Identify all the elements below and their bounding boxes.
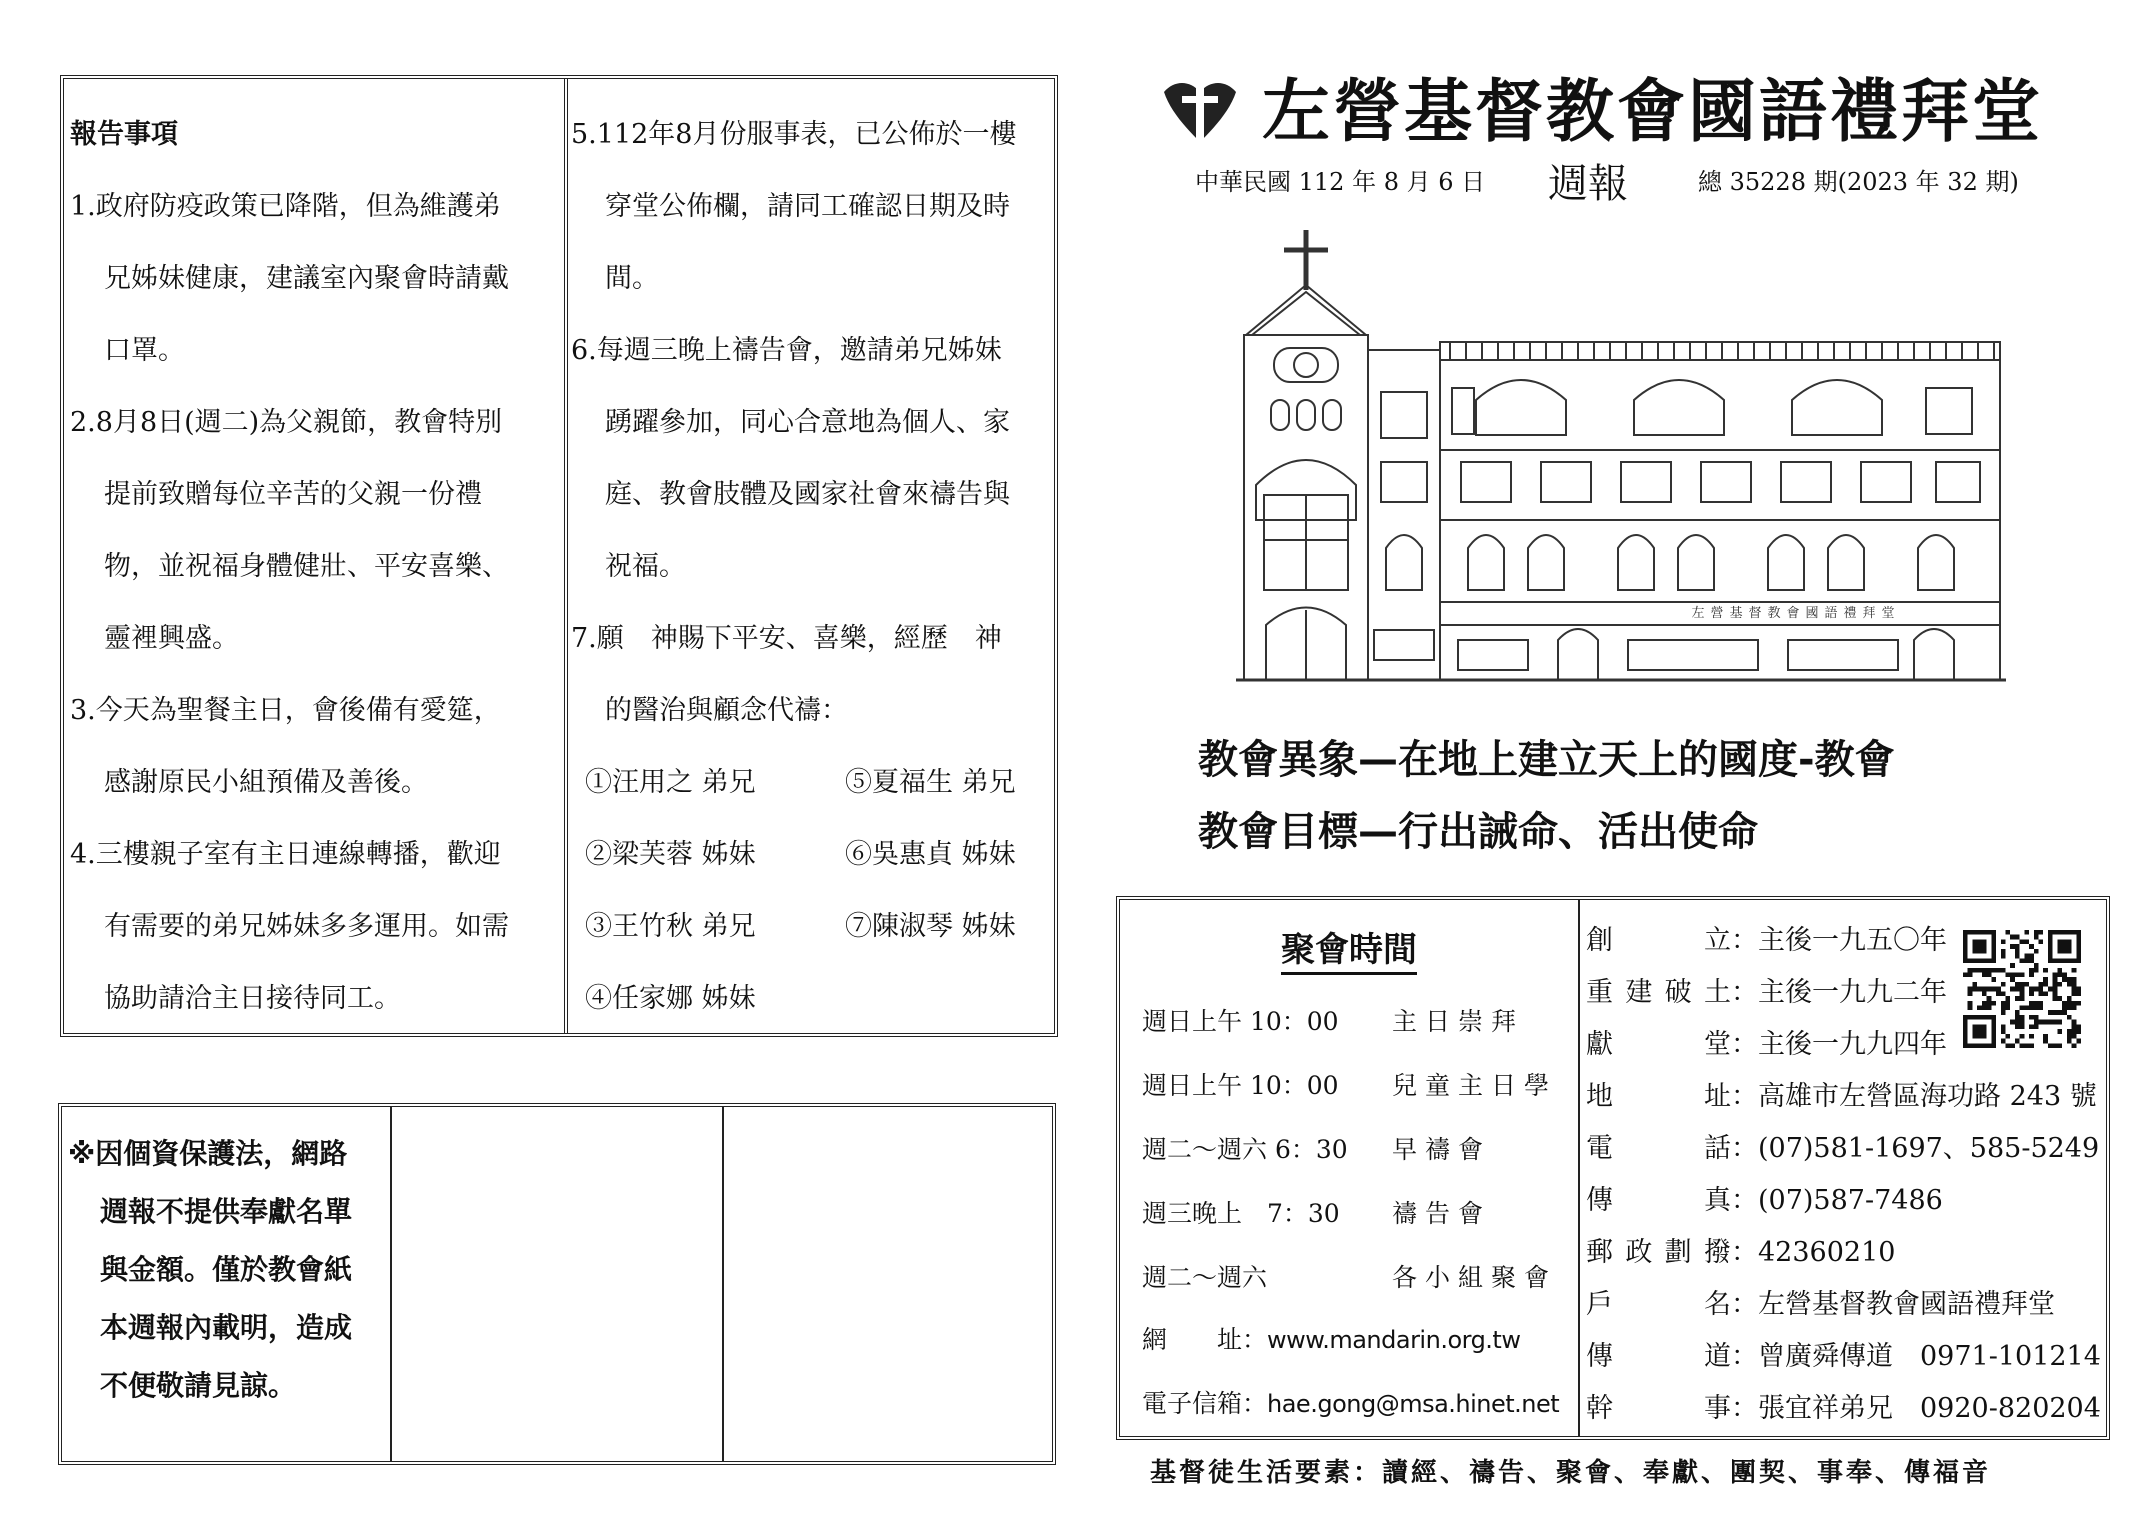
church-fact-row xyxy=(1586,1386,2101,1425)
prayer-name: ⑤夏福生 弟兄 xyxy=(845,767,1016,798)
offering-note-line: 週報不提供奉獻名單 xyxy=(100,1195,353,1228)
prayer-name: ②梁芙蓉 姊妹 xyxy=(585,839,756,870)
offering-note-line: 不便敬請見諒。 xyxy=(100,1369,297,1402)
offering-privacy-note xyxy=(68,1125,388,1415)
announcement-line: 1.政府防疫政策已降階，但為維護弟 xyxy=(70,191,501,222)
announcement-line: 6.每週三晚上禱告會，邀請弟兄姊妹 xyxy=(571,335,1002,366)
announcement-line: 協助請洽主日接待同工。 xyxy=(104,983,401,1014)
prayer-name: ⑦陳淑琴 姊妹 xyxy=(845,911,1016,942)
info-divider xyxy=(1578,900,1580,1436)
announcement-line: 祝福。 xyxy=(605,551,686,582)
fact-value: ：主後一九九四年 xyxy=(1731,1029,1947,1060)
church-building-illustration xyxy=(1236,230,2006,690)
announcement-line: 庭、教會肢體及國家社會來禱告與 xyxy=(605,479,1010,510)
email-link[interactable]: hae.gong@msa.hinet.net xyxy=(1267,1390,1560,1418)
meeting-name: 兒童主日學 xyxy=(1392,1071,1558,1100)
fact-key: 傳道 xyxy=(1586,1341,1731,1372)
christian-life-essentials: 基督徒生活要素：讀經、禱告、聚會、奉獻、團契、事奉、傳福音 xyxy=(1150,1458,1992,1488)
building-sign: 左營基督教會國語禮拜堂 xyxy=(1691,606,1901,621)
church-fact-row xyxy=(1586,918,1947,957)
offering-divider xyxy=(390,1107,392,1461)
prayer-name: ⑥吳惠貞 姊妹 xyxy=(845,839,1016,870)
prayer-name: ①汪用之 弟兄 xyxy=(585,767,756,798)
email-row xyxy=(1142,1384,1559,1420)
prayer-name: ③王竹秋 弟兄 xyxy=(585,911,756,942)
fact-value: ：主後一九五〇年 xyxy=(1731,925,1947,956)
qr-code-icon[interactable] xyxy=(1963,930,2081,1048)
church-goal: 教會目標—行出誡命、活出使命 xyxy=(1198,809,1758,855)
announcement-line: 4.三樓親子室有主日連線轉播，歡迎 xyxy=(70,839,501,870)
fact-value: ：高雄市左營區海功路 243 號 xyxy=(1731,1081,2097,1112)
fact-key: 幹事 xyxy=(1586,1393,1731,1424)
meeting-time: 週日上午 10：00 xyxy=(1142,1071,1339,1100)
meeting-row xyxy=(1142,1002,1524,1038)
meeting-row xyxy=(1142,1258,1557,1294)
fact-key: 重建破土 xyxy=(1586,977,1731,1008)
offering-note-line: ※因個資保護法，網路 xyxy=(68,1137,348,1170)
church-fact-row xyxy=(1586,1282,2055,1321)
offering-divider xyxy=(722,1107,724,1461)
website-row xyxy=(1142,1320,1520,1356)
prayer-name: ④任家娜 姊妹 xyxy=(585,983,756,1014)
announcement-line: 的醫治與顧念代禱： xyxy=(605,695,848,726)
fact-key: 傳真 xyxy=(1586,1185,1731,1216)
meeting-row xyxy=(1142,1194,1491,1230)
announcement-line: 踴躍參加，同心合意地為個人、家 xyxy=(605,407,1010,438)
announcement-line: 5.112年8月份服事表，已公佈於一樓 xyxy=(571,119,1017,150)
fact-value: ：左營基督教會國語禮拜堂 xyxy=(1731,1289,2055,1320)
announcement-line: 兄姊妹健康，建議室內聚會時請戴 xyxy=(104,263,509,294)
bulletin-date: 中華民國 112 年 8 月 6 日 xyxy=(1195,168,1486,196)
announcement-line: 2.8月8日(週二)為父親節，教會特別 xyxy=(70,407,503,438)
offering-box xyxy=(58,1103,1056,1465)
fact-value: ：主後一九九二年 xyxy=(1731,977,1947,1008)
meeting-row xyxy=(1142,1066,1557,1102)
announcement-line: 感謝原民小組預備及善後。 xyxy=(104,767,428,798)
church-name: 左營基督教會國語禮拜堂 xyxy=(1262,72,2044,152)
church-logo-icon xyxy=(1160,70,1240,150)
church-fact-row xyxy=(1586,1022,1947,1061)
meeting-times-title: 聚會時間 xyxy=(1120,922,1578,971)
meeting-time: 週日上午 10：00 xyxy=(1142,1007,1339,1036)
fact-value: ：(07)581-1697、585-5249 xyxy=(1731,1133,2100,1164)
prayer-list-row xyxy=(571,891,1057,963)
column-divider xyxy=(564,79,568,1033)
announcement-line: 物，並祝福身體健壯、平安喜樂、 xyxy=(104,551,509,582)
meeting-time: 週二～週六 xyxy=(1142,1263,1268,1292)
fact-value: ：張宜祥弟兄 0920-820204 xyxy=(1731,1393,2101,1424)
announcements-right-column xyxy=(571,99,1057,1035)
offering-note-line: 與金額。僅於教會紙 xyxy=(100,1253,353,1286)
announcements-left-column xyxy=(70,99,560,1035)
announcement-line: 間。 xyxy=(605,263,659,294)
church-fact-row xyxy=(1586,1074,2097,1113)
meeting-name: 禱告會 xyxy=(1392,1199,1492,1228)
fact-value: ：(07)587-7486 xyxy=(1731,1185,1943,1216)
church-vision: 教會異象—在地上建立天上的國度-教會 xyxy=(1198,737,1895,783)
church-fact-row xyxy=(1586,1230,1895,1269)
meeting-name: 各小組聚會 xyxy=(1392,1263,1558,1292)
announcement-line: 口罩。 xyxy=(104,335,185,366)
announcement-line: 3.今天為聖餐主日，會後備有愛筵， xyxy=(70,695,501,726)
fact-value: ：42360210 xyxy=(1731,1237,1896,1268)
church-fact-row xyxy=(1586,1334,2101,1373)
fact-key: 電話 xyxy=(1586,1133,1731,1164)
meeting-name: 主日崇拜 xyxy=(1392,1007,1525,1036)
announcements-heading: 報告事項 xyxy=(70,119,178,150)
church-fact-row xyxy=(1586,1178,1943,1217)
announcement-line: 有需要的弟兄姊妹多多運用。如需 xyxy=(104,911,509,942)
fact-key: 創立 xyxy=(1586,925,1731,956)
announcement-line: 靈裡興盛。 xyxy=(104,623,239,654)
fact-key: 獻堂 xyxy=(1586,1029,1731,1060)
prayer-list-row xyxy=(571,747,1057,819)
announcement-line: 提前致贈每位辛苦的父親一份禮 xyxy=(104,479,482,510)
meeting-time: 週三晚上 7：30 xyxy=(1142,1199,1340,1228)
prayer-list-row xyxy=(571,819,1057,891)
issue-number: 總 35228 期(2023 年 32 期) xyxy=(1698,168,2019,196)
announcement-line: 穿堂公佈欄，請同工確認日期及時 xyxy=(605,191,1010,222)
bulletin-label: 週報 xyxy=(1548,161,1628,207)
fact-key: 地址 xyxy=(1586,1081,1731,1112)
email-label: 電子信箱： xyxy=(1142,1389,1268,1418)
website-link[interactable]: www.mandarin.org.tw xyxy=(1267,1326,1521,1354)
announcements-box xyxy=(60,75,1058,1037)
church-fact-row xyxy=(1586,1126,2099,1165)
announcement-line: 7.願 神賜下平安、喜樂，經歷 神 xyxy=(571,623,1002,654)
meeting-name: 早禱會 xyxy=(1392,1135,1492,1164)
church-fact-row xyxy=(1586,970,1947,1009)
church-info-box xyxy=(1116,896,2110,1440)
fact-value: ：曾廣舜傳道 0971-101214 xyxy=(1731,1341,2101,1372)
prayer-list-row xyxy=(571,963,1057,1035)
fact-key: 戶名 xyxy=(1586,1289,1731,1320)
fact-key: 郵政劃撥 xyxy=(1586,1237,1731,1268)
meeting-row xyxy=(1142,1130,1491,1166)
meeting-time: 週二～週六 6：30 xyxy=(1142,1135,1348,1164)
offering-note-line: 本週報內載明，造成 xyxy=(100,1311,353,1344)
website-label: 網 址： xyxy=(1142,1325,1268,1354)
